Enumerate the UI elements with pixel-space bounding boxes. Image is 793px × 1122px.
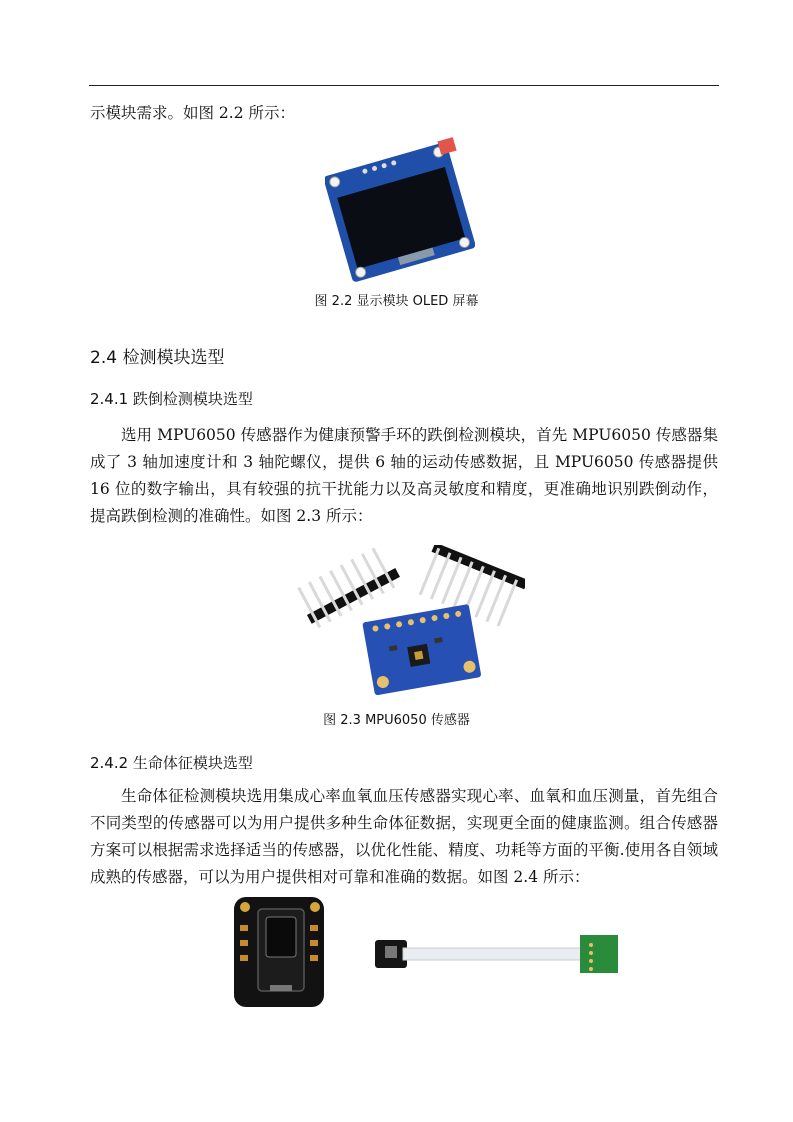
mpu6050-image (295, 545, 525, 695)
figure-2-2-caption: 图 2.2 显示模块 OLED 屏幕 (314, 294, 479, 309)
pin-header-left (295, 545, 403, 630)
oled-display-image (325, 135, 475, 285)
section-2-4-2-heading: 2.4.2 生命体征模块选型 (90, 754, 253, 772)
flex-cable-sensor-image (375, 930, 620, 975)
flex-cable (403, 948, 585, 960)
section-2-4-2-paragraph: 生命体征检测模块选用集成心率血氧血压传感器实现心率、血氧和血压测量，首先组合不同类型的传感器可以为用户提供多种生命体征数据，实现更全面的健康监测。组合传感器方案可以根据需求选择适当的传感器，以优化性能、精度、功耗等方面的平衡.使用各自领域成熟的传感器，可以为用户提供相对可靠和准确的数据。如图 2.4 所示： (90, 787, 718, 886)
intro-line: 示模块需求。如图 2.2 所示： (90, 104, 296, 122)
figure-2-3-caption: 图 2.3 MPU6050 传感器 (323, 713, 470, 728)
header-rule (89, 85, 719, 86)
section-2-4-1-paragraph: 选用 MPU6050 传感器作为健康预警手环的跌倒检测模块，首先 MPU6050 传感器集成了 3 轴加速度计和 3 轴陀螺仪，提供 6 轴的运动传感数据，且 MPU6050 传感器提供 16 位的数字输出，具有较强的抗干扰能力以及高灵敏度和精度，更准确地识别跌倒动作，提高跌倒检测的准确性。如图 2.3 所示： (90, 426, 718, 525)
vital-sign-sensor-board-image (230, 895, 330, 1010)
section-2-4-heading: 2.4 检测模块选型 (90, 348, 225, 368)
section-2-4-1-heading: 2.4.1 跌倒检测模块选型 (90, 390, 253, 408)
green-adapter-board (580, 935, 618, 973)
